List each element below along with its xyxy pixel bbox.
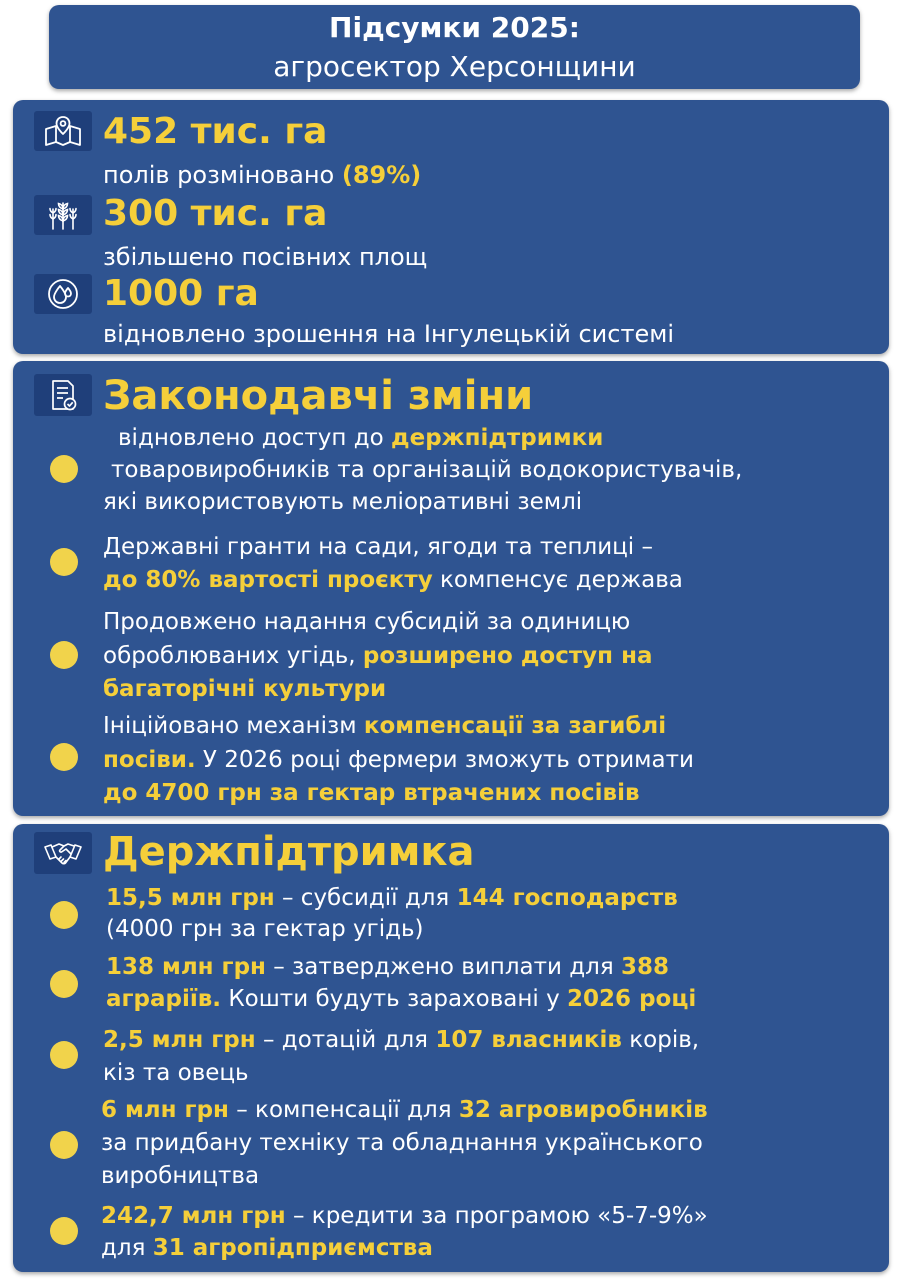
legislation-item-2-line-2: до 80% вартості проєкту компенсує держава — [103, 567, 683, 593]
handshake-icon — [34, 832, 92, 874]
legislation-item-4-line-2: посіви. У 2026 році фермери зможуть отримати — [103, 747, 694, 773]
legislation-heading: Законодавчі зміни — [103, 373, 534, 419]
stats-panel — [13, 100, 889, 354]
stat-irrigation-text: відновлено зрошення на Інгулецькій системі — [103, 320, 674, 348]
bullet-dot — [50, 548, 78, 576]
support-item-1-line-2: (4000 грн за гектар угідь) — [106, 916, 424, 942]
bullet-dot — [50, 1217, 78, 1245]
support-item-2-line-1: 138 млн грн – затверджено виплати для 388 — [106, 954, 670, 980]
support-item-1-line-1: 15,5 млн грн – субсидії для 144 господарств — [106, 885, 678, 911]
stat-demined-text: полів розміновано (89%) — [103, 161, 422, 189]
map-pin-icon — [34, 111, 92, 151]
support-heading: Держпідтримка — [103, 829, 475, 875]
legislation-item-2-line-1: Державні гранти на сади, ягоди та теплиці – — [103, 534, 654, 560]
legislation-item-1-line-2: товаровиробників та організацій водокористувачів, — [111, 457, 743, 483]
bullet-dot — [50, 455, 78, 483]
legislation-item-1-line-3: які використовують меліоративні землі — [103, 489, 583, 515]
legislation-item-1-line-1: відновлено доступ до держпідтримки — [118, 425, 604, 451]
legislation-panel — [13, 361, 889, 816]
support-item-4-line-2: за придбану техніку та обладнання українського — [101, 1130, 703, 1156]
support-item-5-line-1: 242,7 млн грн – кредити за програмою «5-7-9%» — [101, 1203, 708, 1229]
support-item-3-line-2: кіз та овець — [103, 1060, 249, 1086]
bullet-dot — [50, 641, 78, 669]
bullet-dot — [50, 1131, 78, 1159]
water-drops-icon — [34, 274, 92, 314]
legislation-item-3-line-3: багаторічні культури — [103, 676, 387, 702]
legislation-item-4-line-1: Ініційовано механізм компенсації за загиблі — [103, 713, 667, 739]
stat-sown-area-text: збільшено посівних площ — [103, 243, 428, 271]
legislation-item-3-line-2: оброблюваних угідь, розширено доступ на — [103, 643, 653, 669]
legislation-item-3-line-1: Продовжено надання субсидій за одиницю — [103, 609, 631, 635]
support-item-5-line-2: для 31 агропідприємства — [101, 1235, 433, 1261]
support-item-2-line-2: аграріїв. Кошти будуть зараховані у 2026 році — [106, 986, 697, 1012]
bullet-dot — [50, 743, 78, 771]
bullet-dot — [50, 901, 78, 929]
title-banner — [49, 5, 860, 89]
stat-sown-area-value: 300 тис. га — [103, 193, 328, 234]
support-item-4-line-1: 6 млн грн – компенсації для 32 агровиробників — [101, 1097, 708, 1123]
state-support-panel — [13, 824, 889, 1272]
support-item-3-line-1: 2,5 млн грн – дотацій для 107 власників корів, — [103, 1027, 700, 1053]
support-item-4-line-3: виробництва — [101, 1163, 260, 1189]
title-line-1: Підсумки 2025: — [329, 11, 580, 44]
wheat-icon — [34, 195, 92, 235]
stat-demined-value: 452 тис. га — [103, 111, 328, 152]
title-line-2: агросектор Херсонщини — [273, 50, 636, 83]
bullet-dot — [50, 970, 78, 998]
stat-irrigation-value: 1000 га — [103, 273, 259, 314]
legislation-item-4-line-3: до 4700 грн за гектар втрачених посівів — [103, 780, 640, 806]
document-check-icon — [34, 374, 92, 416]
bullet-dot — [50, 1041, 78, 1069]
